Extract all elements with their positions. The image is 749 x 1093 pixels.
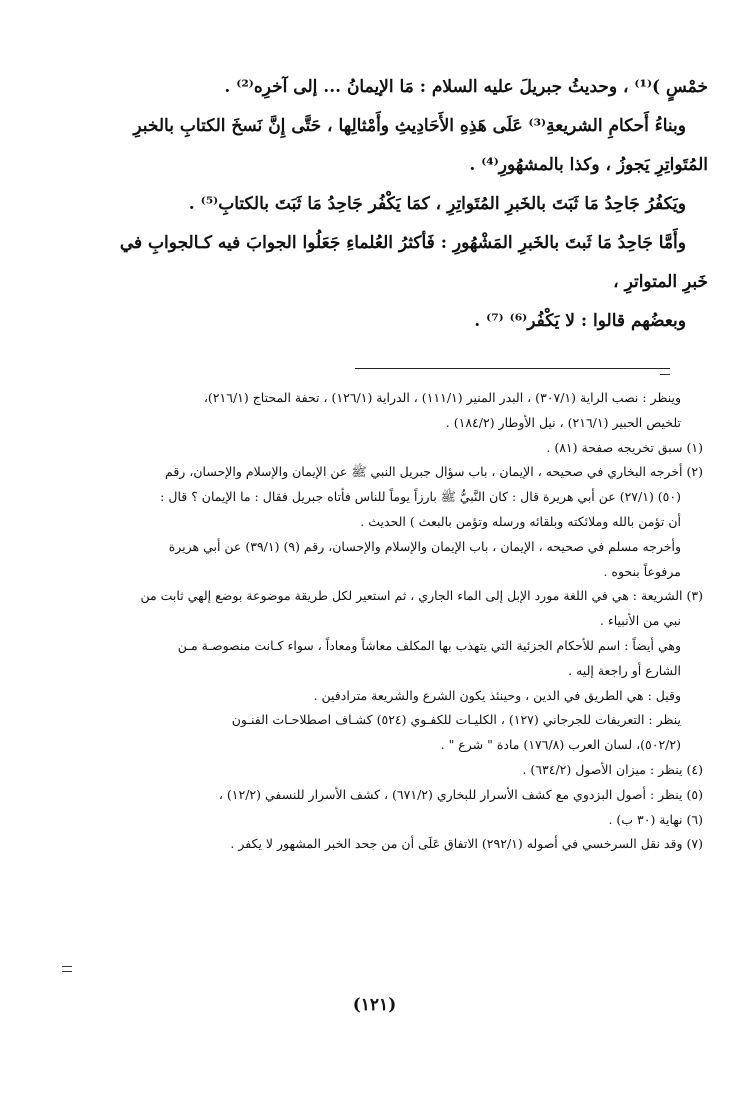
footnote-line: (٥٠٢/٢)، لسان العرب (١٧٦/٨) مادة " شرع " . [440,737,681,753]
main-text [68,68,708,341]
footnotes [48,386,703,857]
footnote-line: (١) سبق تخريجه صفحة (٨١) . [546,439,703,455]
footnote-line: (٢) أخرجه البخاري في صحيحه ، الإيمان ، باب سؤال جبريل النبي ﷺ عن الإيمان والإسلام والإحسان، رقم [165,464,703,480]
footnote-line: (٧) وقد نقل السرخسي في أصوله (٢٩٢/١) الاتفاق عَلَى أن من جحد الخبر المشهور لا يكفر . [230,836,703,852]
main-line: ويَكفُرُ جَاحِدُ مَا ثَبَتَ بالخَبرِ المُتَواتِرِ ، كمَا يَكْفُر جَاحِدُ مَا ثَبَتَ بالكتابِ⁽⁵⁾ . [188,194,686,214]
main-line: وبعضُهم قالوا : لا يَكْفُر⁽⁶⁾ ⁽⁷⁾ . [474,311,686,331]
footnote-line: الشارع أو راجعة إليه . [568,662,681,678]
footnote-line: (٣) الشريعة : هي في اللغة مورد الإبل إلى الماء الجاري ، ثم استعير لكل طريقة موضوعة بوضع إلهي ثابت من [140,588,703,604]
page-number: (١٢١) [352,995,397,1015]
footnote-line: وقيل : هي الطريق في الدين ، وحينئذ يكون الشرع والشريعة مترادفين . [313,687,681,703]
main-line: وبناءُ أَحكامِ الشريعةِ⁽³⁾ عَلَى هَذِهِ الأَحَادِيثِ وأَمْثالِها ، حَتَّى إِنَّ نَسخَ الكتابِ بالخبرِ [133,116,686,136]
footnote-separator [355,368,670,369]
footnote-line: أن تؤمن بالله وملائكته وبلقائه ورسله وتؤمن بالبعث ) الحديث . [360,513,681,529]
footnote-line: ينظر : التعريفات للجرجاني (١٢٧) ، الكليـات للكفـوي (٥٢٤) كشـاف اصطلاحـات الفنـون [231,712,681,728]
footnote-line: تلخيص الحبير (٢١٦/١) ، نيل الأوطار (١٨٤/٢) . [445,414,681,430]
footnote-line: (٤) ينظر : ميزان الأصول (٦٣٤/٢) . [522,761,703,777]
end-mark [62,966,72,972]
footnote-line: مرفوعاً بنحوه . [603,563,681,579]
footnote-line: (٦) نهاية (٣٠ ب) . [608,811,703,827]
main-line: خمْسٍ )⁽¹⁾ ، وحديثُ جبريلَ عليه السلام : مَا الإيمانُ ... إلى آخرِه⁽²⁾ . [224,77,708,97]
main-line: خَبرِ المتواترِ ، [613,272,708,292]
footnote-line: نبي من الأنبياء . [599,613,681,629]
main-line: المُتَواتِرِ يَجوزُ ، وكذا بالمشهُورِ⁽⁴⁾ . [469,155,708,175]
footnote-line: وأخرجه مسلم في صحيحه ، الإيمان ، باب الإيمان والإسلام والإحسان، رقم (٩) (٣٩/١) عن أبي هريرة [168,538,681,554]
continuation-mark [660,374,670,375]
footnote-line: وهي أيضاً : اسم للأحكام الجزئية التي يتهذب بها المكلف معاشاً ومعاداً ، سواء كـانت منصوصـة مـن [177,637,681,653]
footnote-line: (٥٠) (٢٧/١) عن أبي هريرة قال : كان النَّبيُّ ﷺ بارزاً يوماً للناس فأتاه جبريل فقال : ما الإيمان ؟ قال : [160,489,681,505]
main-line: وأَمَّا جَاحِدُ مَا ثَبتَ بالخَبرِ المَشْهُورِ : فَأكثرُ العُلماءِ جَعَلُوا الجوابَ فيه كـالجوابِ في [119,233,686,253]
footnote-line: وينظر : نصب الراية (٣٠٧/١) ، البدر المنير (١١١/١) ، الدراية (١٢٦/١) ، تحفة المحتاج (٢١٦/١)، [203,390,681,405]
footnote-line: (٥) ينظر : أصول البزدوي مع كشف الأسرار للبخاري (٦٧١/٢) ، كشف الأسرار للنسفي (١٢/٢) ، [218,786,703,802]
